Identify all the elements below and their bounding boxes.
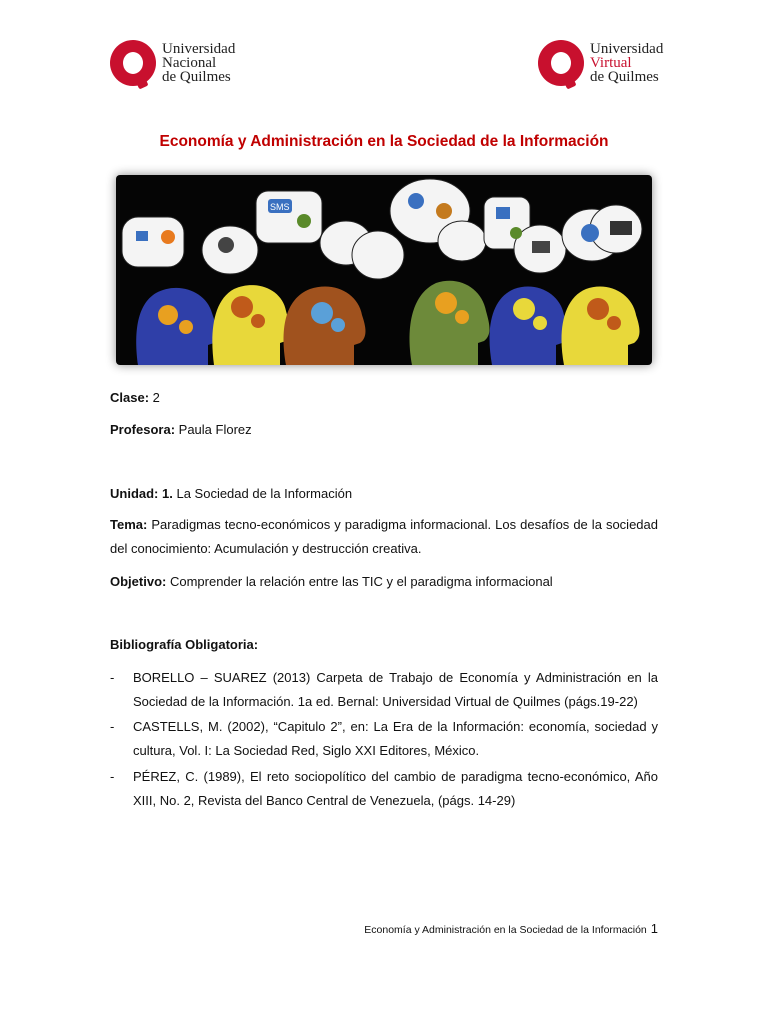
bibliography-item — [110, 715, 658, 763]
tema-value: Paradigmas tecno-económicos y paradigma informacional. Los desafíos de la sociedad del conocimiento: Acumulación y destrucción creativa. — [110, 517, 658, 556]
uvq-logo — [538, 40, 663, 86]
unidad-label: Unidad: 1. — [110, 486, 173, 501]
page-number: 1 — [650, 921, 658, 936]
objetivo-label: Objetivo: — [110, 574, 167, 589]
sms-label: SMS — [270, 202, 290, 212]
logo-line: Universidad — [162, 41, 236, 57]
unidad-field — [110, 486, 352, 501]
profesora-field — [110, 422, 252, 437]
clase-label: Clase: — [110, 390, 150, 405]
unq-logo — [110, 40, 235, 86]
unq-logo-text — [162, 42, 235, 84]
bullet-dash: - — [110, 769, 115, 784]
q-logo-icon — [538, 40, 584, 86]
tema-label: Tema: — [110, 517, 148, 532]
footer-text: Economía y Administración en la Sociedad de la Información — [364, 924, 647, 936]
clase-field — [110, 390, 160, 405]
unidad-value: La Sociedad de la Información — [176, 486, 353, 501]
logo-line: Universidad — [590, 41, 664, 57]
document-title: Economía y Administración en la Sociedad de la Información — [159, 133, 609, 150]
tema-field — [110, 513, 658, 561]
bibliography-text: BORELLO – SUAREZ (2013) Carpeta de Trabajo de Economía y Administración en la Sociedad de la Información. 1a ed. Bernal: Universidad Virtual de Quilmes (págs.19-22) — [133, 670, 658, 709]
profesora-value: Paula Florez — [178, 422, 252, 437]
bibliography-text: PÉREZ, C. (1989), El reto sociopolítico del cambio de paradigma tecno-económico, Año XIII, No. 2, Revista del Banco Central de Venezuela, (págs. 14-29) — [133, 769, 658, 808]
profesora-label: Profesora: — [110, 422, 176, 437]
heads-and-speech-bubbles-image — [116, 175, 652, 365]
bibliography-text: CASTELLS, M. (2002), “Capitulo 2”, en: La Era de la Información: economía, sociedad y cultura, Vol. I: La Sociedad Red, Siglo XXI Editores, México. — [133, 719, 658, 758]
bibliography-title: Bibliografía Obligatoria: — [110, 637, 259, 652]
bibliography-item — [110, 666, 658, 714]
clase-value: 2 — [152, 390, 160, 405]
logo-line: de Quilmes — [590, 69, 659, 85]
logo-line: Virtual — [590, 55, 632, 71]
bullet-dash: - — [110, 670, 115, 685]
bullet-dash: - — [110, 719, 115, 734]
logo-line: Nacional — [162, 55, 217, 71]
page-footer — [364, 921, 658, 936]
q-logo-icon — [110, 40, 156, 86]
objetivo-field — [110, 570, 658, 594]
bibliography-item — [110, 765, 658, 813]
uvq-logo-text — [590, 42, 663, 84]
banner-illustration — [116, 175, 652, 365]
objetivo-value: Comprender la relación entre las TIC y el paradigma informacional — [169, 574, 553, 589]
logo-line: de Quilmes — [162, 69, 231, 85]
